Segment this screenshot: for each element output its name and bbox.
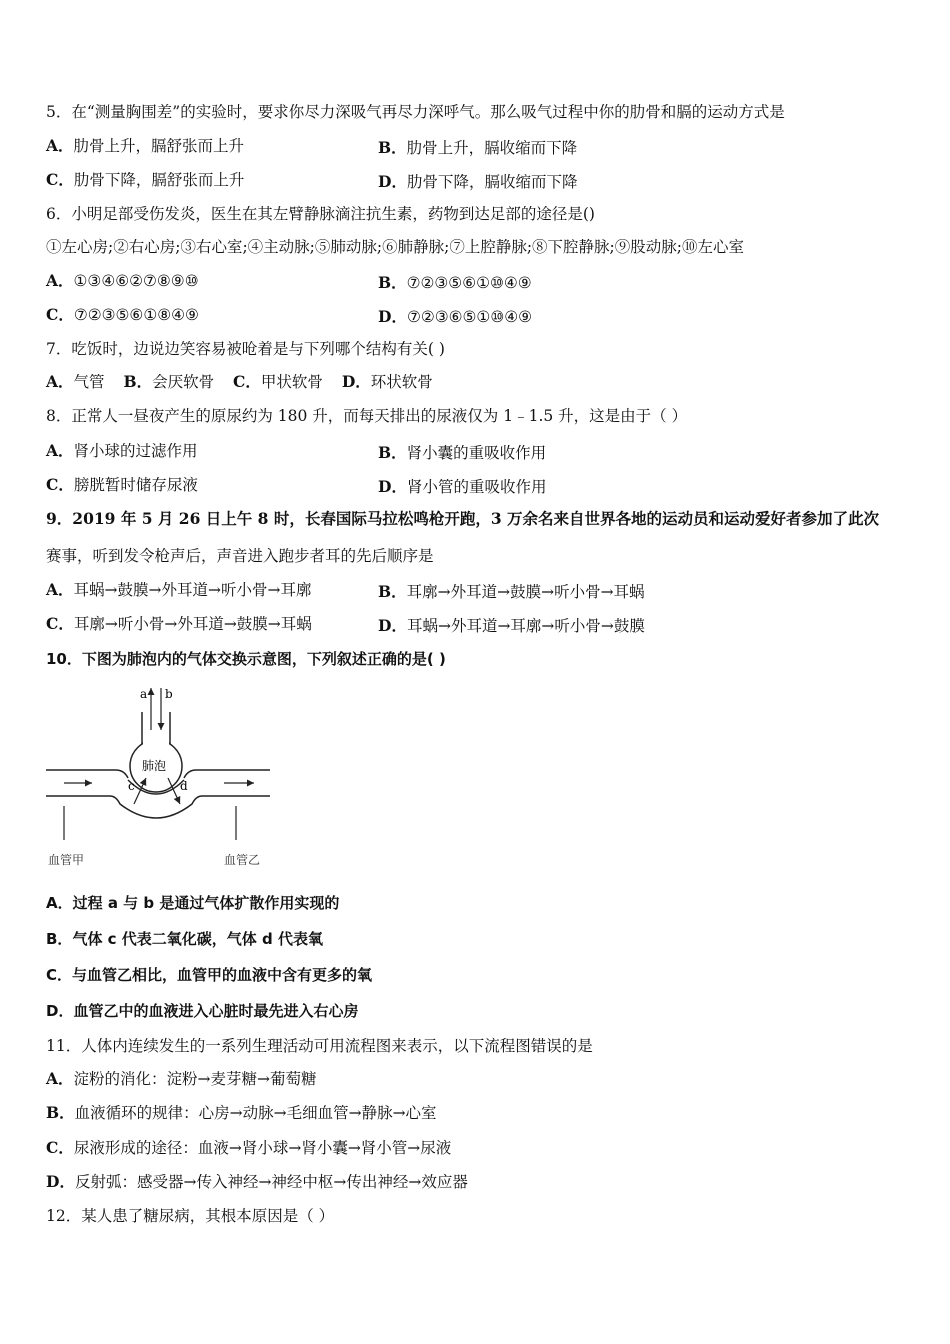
q6-stem: 6．小明足部受伤发炎，医生在其左臂静脉滴注抗生素，药物到达足部的途径是() (46, 205, 595, 223)
q11-option-d[interactable]: D．反射弧：感受器→传入神经→神经中枢→传出神经→效应器 (46, 1172, 468, 1191)
q9-option-d[interactable]: D．耳蜗→外耳道→耳廓→听小骨→鼓膜 (378, 616, 645, 635)
q9-option-b[interactable]: B．耳廓→外耳道→鼓膜→听小骨→耳蜗 (378, 582, 645, 601)
q5-option-a[interactable]: A．肋骨上升，膈舒张而上升 (46, 136, 245, 155)
q7-option-d[interactable]: D．环状软骨 (341, 372, 433, 391)
q6-option-d[interactable]: D．⑦②③⑥⑤①⑩④⑨ (378, 307, 533, 326)
q9-option-a[interactable]: A．耳蜗→鼓膜→外耳道→听小骨→耳廓 (46, 580, 312, 599)
q11-stem: 11．人体内连续发生的一系列生理活动可用流程图来表示，以下流程图错误的是 (46, 1037, 593, 1055)
q5-option-b[interactable]: B．肋骨上升，膈收缩而下降 (378, 138, 578, 157)
q11-option-c[interactable]: C．尿液形成的途径：血液→肾小球→肾小囊→肾小管→尿液 (46, 1138, 452, 1157)
q8-option-d[interactable]: D．肾小管的重吸收作用 (378, 477, 547, 496)
q5-option-d[interactable]: D．肋骨下降，膈收缩而下降 (378, 172, 578, 191)
q12-stem: 12．某人患了糖尿病，其根本原因是（ ） (46, 1207, 335, 1225)
q10-option-d[interactable]: D．血管乙中的血液进入心脏时最先进入右心房 (46, 1002, 359, 1020)
q11-option-a[interactable]: A．淀粉的消化：淀粉→麦芽糖→葡萄糖 (46, 1069, 317, 1088)
q9-option-c[interactable]: C．耳廓→听小骨→外耳道→鼓膜→耳蜗 (46, 614, 312, 633)
label-d: d (180, 779, 188, 793)
q6-option-a[interactable]: A．①③④⑥②⑦⑧⑨⑩ (46, 271, 199, 290)
label-alveolus: 肺泡 (142, 759, 167, 773)
q7-stem: 7．吃饭时，边说边笑容易被呛着是与下列哪个结构有关( ) (46, 340, 445, 358)
q8-option-a[interactable]: A．肾小球的过滤作用 (46, 441, 198, 460)
q10-option-c[interactable]: C．与血管乙相比，血管甲的血液中含有更多的氧 (46, 966, 373, 984)
q7-options (46, 372, 433, 392)
label-c: c (128, 779, 135, 793)
label-a: a (140, 687, 148, 701)
q8-option-b[interactable]: B．肾小囊的重吸收作用 (378, 443, 547, 462)
q6-option-b[interactable]: B．⑦②③⑤⑥①⑩④⑨ (378, 273, 532, 292)
q6-option-c[interactable]: C．⑦②③⑤⑥①⑧④⑨ (46, 305, 199, 324)
q9-stem-line2: 赛事，听到发令枪声后，声音进入跑步者耳的先后顺序是 (46, 547, 434, 565)
q5-stem: 5．在“测量胸围差”的实验时，要求你尽力深吸气再尽力深呼气。那么吸气过程中你的肋骨和膈的运动方式是 (46, 103, 785, 121)
label-b: b (165, 687, 173, 701)
q10-stem: 10．下图为肺泡内的气体交换示意图，下列叙述正确的是( ) (46, 650, 446, 668)
q7-option-c[interactable]: C．甲状软骨 (233, 372, 323, 391)
q9-stem-line1: 9．2019 年 5 月 26 日上午 8 时，长春国际马拉松鸣枪开跑，3 万余名来自世界各地的运动员和运动爱好者参加了此次 (46, 509, 880, 528)
q10-option-b[interactable]: B．气体 c 代表二氧化碳，气体 d 代表氧 (46, 930, 323, 948)
label-vessel-2: 血管乙 (224, 853, 261, 867)
q6-list: ①左心房;②右心房;③右心室;④主动脉;⑤肺动脉;⑥肺静脉;⑦上腔静脉;⑧下腔静脉;⑨股动脉;⑩左心室 (46, 238, 745, 256)
q5-option-c[interactable]: C．肋骨下降，膈舒张而上升 (46, 170, 245, 189)
q7-option-a[interactable]: A．气管 (46, 372, 105, 391)
q10-option-a[interactable]: A．过程 a 与 b 是通过气体扩散作用实现的 (46, 894, 340, 912)
q7-option-b[interactable]: B．会厌软骨 (123, 372, 215, 391)
alveolus-gas-exchange-diagram (44, 682, 276, 872)
label-vessel-1: 血管甲 (48, 853, 85, 867)
q8-stem: 8．正常人一昼夜产生的原尿约为 180 升，而每天排出的尿液仅为 1﹣1.5 升，这是由于（ ） (46, 407, 688, 425)
q8-option-c[interactable]: C．膀胱暂时储存尿液 (46, 475, 198, 494)
q11-option-b[interactable]: B．血液循环的规律：心房→动脉→毛细血管→静脉→心室 (46, 1103, 437, 1122)
